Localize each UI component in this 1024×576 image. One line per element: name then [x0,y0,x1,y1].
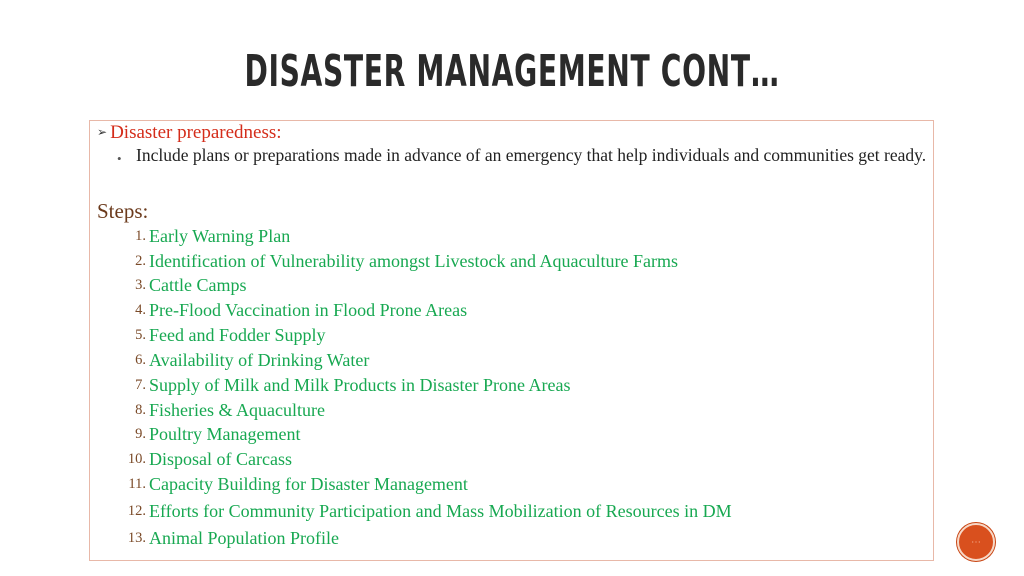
steps-heading: Steps: [97,199,149,223]
step-number: 6. [135,352,146,368]
step-number: 7. [135,377,146,393]
bullet-description: Include plans or preparations made in advance of an emergency that help individuals and communities get ready. [136,145,927,165]
step-number: 3. [135,277,146,293]
step-number: 10. [127,451,146,467]
step-label: Supply of Milk and Milk Products in Disaster Prone Areas [149,375,571,395]
bullet-heading-text: Disaster preparedness: [110,122,282,143]
slide-title: DISASTER MANAGEMENT CONT… [244,46,780,97]
step-number: 12. [127,503,146,519]
step-label: Pre-Flood Vaccination in Flood Prone Areas [149,300,468,320]
arrow-bullet-icon: ➢ [97,125,108,139]
sub-bullet-dot-icon: • [117,151,122,166]
bullet-heading [97,122,282,144]
slide-nav-button[interactable] [957,523,995,561]
step-label: Efforts for Community Participation and Mass Mobilization of Resources in DM [149,501,732,521]
step-number: 11. [128,476,146,492]
step-label: Availability of Drinking Water [149,350,370,370]
step-label: Feed and Fodder Supply [149,325,326,345]
step-number: 4. [135,302,146,318]
step-number: 13. [127,530,146,546]
step-label: Disposal of Carcass [149,449,292,469]
step-number: 1. [135,228,146,244]
step-number: 8. [135,402,146,418]
step-label: Cattle Camps [149,275,247,295]
step-label: Identification of Vulnerability amongst Livestock and Aquaculture Farms [149,251,678,271]
step-label: Early Warning Plan [149,226,291,246]
step-label: Capacity Building for Disaster Management [149,474,468,494]
step-number: 9. [135,426,146,442]
step-label: Fisheries & Aquaculture [149,400,325,420]
step-label: Poultry Management [149,424,301,444]
step-label: Animal Population Profile [149,528,339,548]
dots-icon: ⋯ [971,536,981,548]
step-number: 5. [135,327,146,343]
step-number: 2. [135,253,146,269]
